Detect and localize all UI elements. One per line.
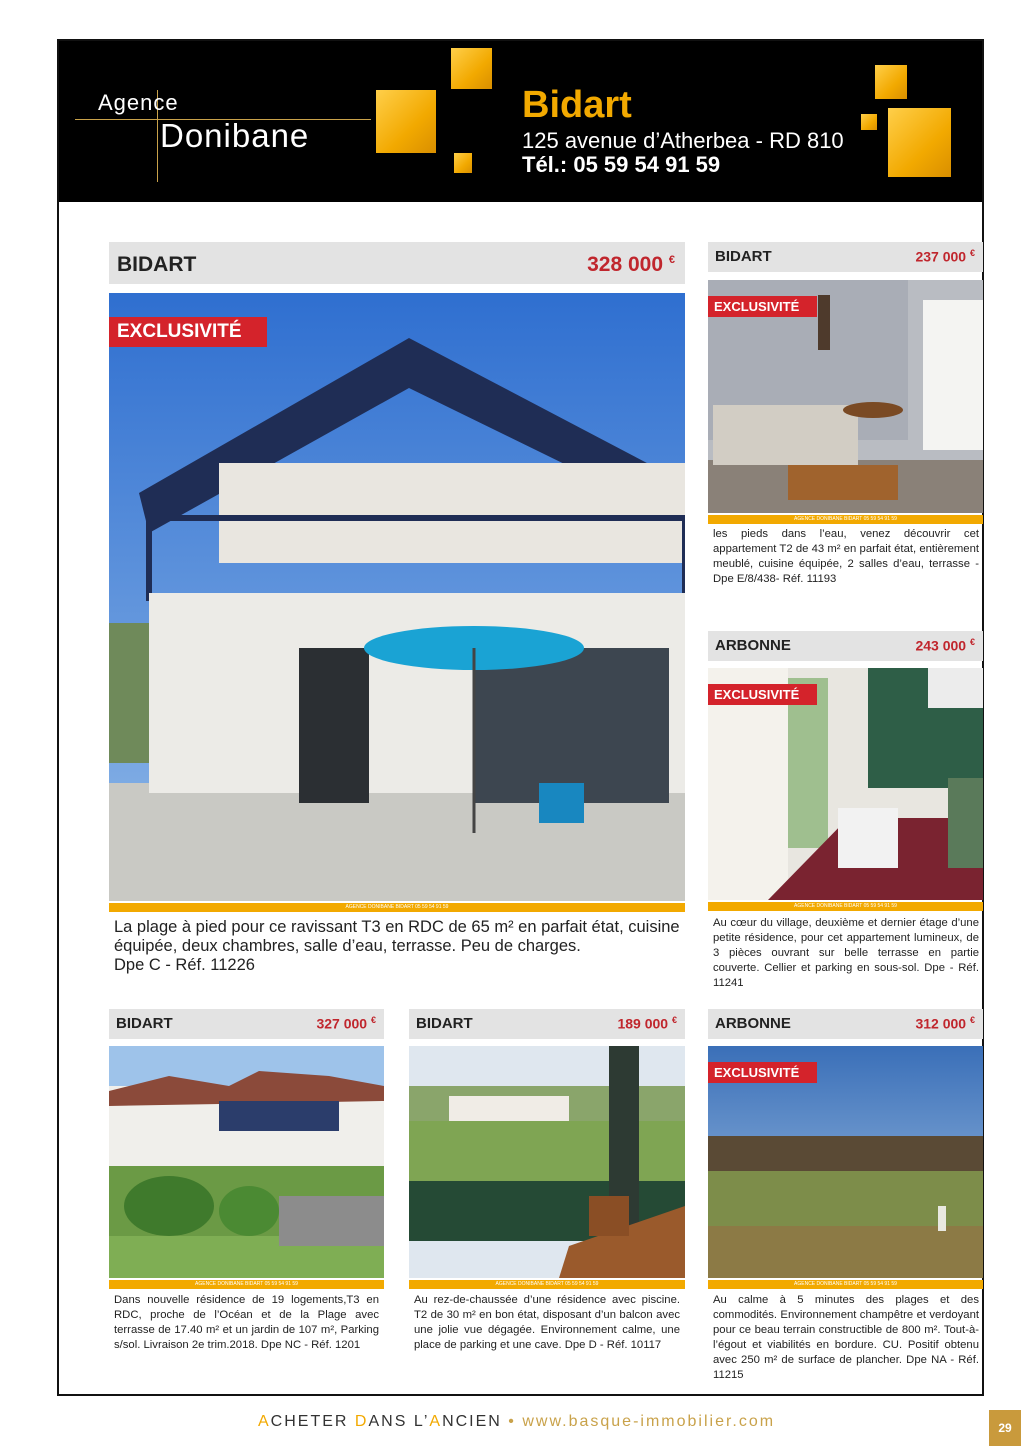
footer-separator: • — [508, 1413, 516, 1430]
logo-square — [451, 48, 492, 89]
logo-square — [875, 65, 907, 99]
listing-description: les pieds dans l’eau, venez découvrir cet appartement T2 de 43 m² en parfait état, entièrement meublé, cuisine équipée, 2 salles d’eau, terrasse - Dpe E/8/438- Réf. 11193 — [713, 528, 979, 585]
listing-photo[interactable] — [109, 293, 685, 901]
listing-description: Au calme à 5 minutes des plages et des commodités. Environnement champêtre et verdoyant pour ce beau terrain constructible de 800 m². Tout-à-l’égout et viabilités en bordure. CU. Positif obtenu avec 250 m² de surface de plancher. Dpe NA - Réf. 11215 — [713, 1294, 979, 1381]
listing-description: Au rez-de-chaussée d’une résidence avec piscine. T2 de 30 m² en bon état, disposant d’un balcon avec une jolie vue dégagée. Environnement calme, une place de parking et une cave. Dpe D - Réf. 10117 — [414, 1294, 680, 1351]
photo-credit: AGENCE DONIBANE BIDART 05 59 54 91 59 — [708, 515, 983, 524]
logo-square — [376, 90, 436, 153]
listing-price: 189 000 € — [617, 1015, 677, 1032]
listing-reference: Dpe C - Réf. 11226 — [114, 956, 255, 974]
exclusivity-badge: EXCLUSIVITÉ — [109, 317, 267, 347]
photo-credit: AGENCE DONIBANE BIDART 05 59 54 91 59 — [109, 1280, 384, 1289]
footer-tagline: ACHETER DANS L’ANCIEN • www.basque-immobilier.com — [258, 1413, 776, 1430]
listing-price: 243 000 € — [915, 637, 975, 654]
listing-photo[interactable] — [409, 1046, 685, 1278]
listing-header — [708, 242, 983, 272]
listing-header — [109, 242, 685, 284]
listing-city: ARBONNE — [715, 637, 791, 654]
exclusivity-badge: EXCLUSIVITÉ — [708, 684, 817, 705]
photo-credit: AGENCE DONIBANE BIDART 05 59 54 91 59 — [109, 903, 685, 912]
listing-description: Au cœur du village, deuxième et dernier étage d’une petite résidence, pour cet appartement lumineux, de 3 pièces ouvrant sur belle terrasse en partie couverte. Cellier et parking en sous-sol. Dpe - Réf. 11241 — [713, 917, 979, 989]
agency-name-bottom: Donibane — [160, 117, 310, 154]
listing-header — [409, 1009, 685, 1039]
listing-city: ARBONNE — [715, 1015, 791, 1032]
listing-header — [109, 1009, 384, 1039]
exclusivity-badge: EXCLUSIVITÉ — [708, 296, 817, 317]
logo-square — [888, 108, 951, 177]
agency-name-top: Agence — [98, 90, 179, 115]
logo-square — [454, 153, 472, 173]
exclusivity-badge: EXCLUSIVITÉ — [708, 1062, 817, 1083]
listing-city: BIDART — [116, 1015, 173, 1032]
agency-city: Bidart — [522, 84, 632, 126]
logo-square — [861, 114, 877, 130]
listing-price: 312 000 € — [915, 1015, 975, 1032]
listing-price: 237 000 € — [915, 248, 975, 265]
photo-credit: AGENCE DONIBANE BIDART 05 59 54 91 59 — [708, 1280, 983, 1289]
agency-phone: Tél.: 05 59 54 91 59 — [522, 152, 721, 177]
listing-photo[interactable] — [109, 1046, 384, 1278]
listing-city: BIDART — [416, 1015, 473, 1032]
page-number: 29 — [989, 1410, 1021, 1446]
photo-credit: AGENCE DONIBANE BIDART 05 59 54 91 59 — [708, 902, 983, 911]
footer-website-link[interactable]: www.basque-immobilier.com — [522, 1413, 776, 1430]
listing-price: 327 000 € — [316, 1015, 376, 1032]
listing-description-text: La plage à pied pour ce ravissant T3 en RDC de 65 m² en parfait état, cuisine équipée, deux chambres, salle d’eau, terrasse. Peu de charges. — [114, 918, 680, 955]
listing-header — [708, 631, 983, 661]
photo-credit: AGENCE DONIBANE BIDART 05 59 54 91 59 — [409, 1280, 685, 1289]
listing-city: BIDART — [117, 253, 197, 276]
listing-price: 328 000 € — [587, 253, 675, 276]
listing-city: BIDART — [715, 248, 772, 265]
listing-description — [114, 918, 682, 975]
agency-address: 125 avenue d’Atherbea - RD 810 — [522, 128, 844, 153]
listing-description: Dans nouvelle résidence de 19 logements,T3 en RDC, proche de l’Océan et de la Plage avec terrasse de 17.40 m² et un jardin de 107 m², Parking s/sol. Livraison 2e trim.2018. Dpe NC - Réf. 1201 — [114, 1294, 379, 1351]
listing-header — [708, 1009, 983, 1039]
